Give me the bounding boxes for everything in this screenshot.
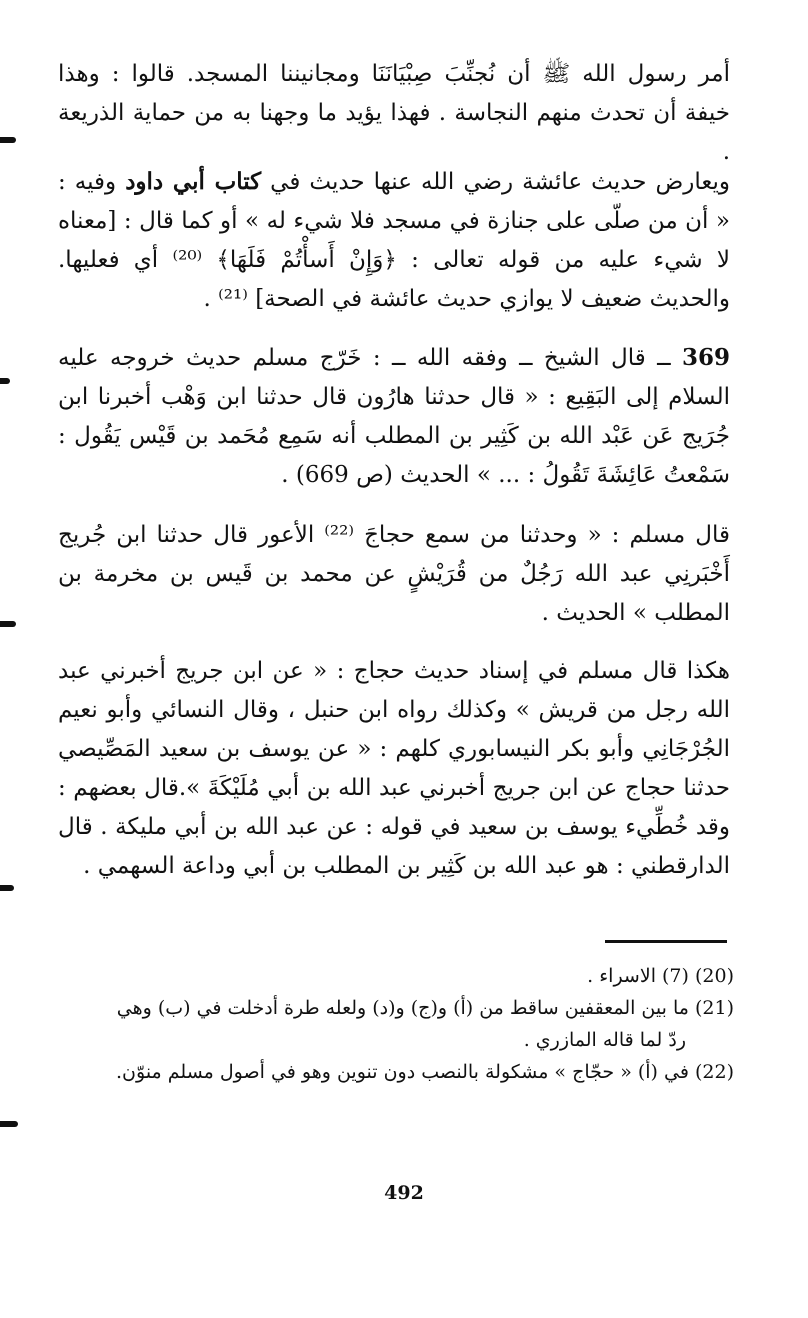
paragraph-4-text: قال مسلم : « وحدثنا من سمع حجاجَ ⁽²²⁾ الأعور قال حدثنا ابن جُريج أَخْبَرنِي عبد الله رَجُلٌ من قُرَيْشٍ عن محمد بن قَيس بن مخرمة بن المطلب » الحديث . <box>58 522 731 626</box>
footnote-21-continued: ردّ لما قاله المازري . <box>523 1029 686 1051</box>
paragraph-2-intro: ويعارض حديث عائشة رضي الله عنها حديث في <box>261 169 731 195</box>
edge-mark <box>0 137 16 143</box>
edge-mark <box>0 621 16 627</box>
edge-mark <box>0 1121 18 1127</box>
paragraph-3-text <box>58 338 730 495</box>
footnote-separator <box>605 940 727 943</box>
paragraph-4 <box>58 516 730 633</box>
footnote-21: (21) ما بين المعقفين ساقط من (أ) و(ج) و(د) ولعله طرة أدخلت في (ب) وهي <box>116 997 734 1019</box>
paragraph-5-text: هكذا قال مسلم في إسناد حديث حجاج : « عن ابن جريج أخبرني عبد الله رجل من قريش » وكذلك رواه ابن حنبل ، وقال النسائي وأبو نعيم الجُرْجَانِي وأبو بكر النيسابوري كلهم : « عن يوسف بن سعيد المَصِّيصي حدثنا حجاج عن ابن جريج أخبرني عبد الله بن أبي مُلَيْكَةَ ».قال بعضهم : وقد خُطِّيء يوسف بن سعيد في قوله : عن عبد الله بن أبي مليكة . قال الدارقطني : هو عبد الله بن كَثِير بن المطلب بن أبي وداعة السهمي . <box>58 658 731 879</box>
paragraph-1-text: أمر رسول الله ﷺ أن نُجنِّبَ صِبْيَانَنَا ومجانيننا المسجد. قالوا : وهذا خيفة أن تحدث منهم النجاسة . فهذا يؤيد ما وجهنا به من حماية الذريعة . <box>58 61 730 165</box>
edge-mark <box>0 378 10 384</box>
book-title: كتاب أبي داود <box>125 168 262 195</box>
section-number: 369 <box>681 344 730 371</box>
paragraph-3-body: ــ قال الشيخ ــ وفقه الله ــ : خَرّج مسلم حديث خروجه عليه السلام إلى البَقِيع : « قال حدثنا هارُون قال حدثنا ابن وَهْب أخبرنا ابن جُرَيج عَن عَبْد الله بن كَثِير بن المطلب أنه سَمِع مُحَمد بن قَيْس يَقُول : سَمْعتُ عَائِشَةَ تَقُولُ : ... » الحديث (ص 669) . <box>58 345 730 488</box>
paragraph-3 <box>58 338 730 495</box>
paragraph-2-body: وفيه : « أن من صلّى على جنازة في مسجد فلا شيء له » أو كما قال : [معناه لا شيء عليه من قوله تعالى : ﴿وَإِنْ أَسأْتُمْ فَلَهَا﴾ ⁽²⁰⁾ أي فعليها. والحديث ضعيف لا يوازي حديث عائشة في الصحة] ⁽²¹⁾ . <box>58 169 730 312</box>
edge-mark <box>0 885 14 891</box>
paragraph-2-text <box>58 162 730 319</box>
footnote-22: (22) في (أ) « حجّاج » مشكولة بالنصب دون تنوين وهو في أصول مسلم منوّن. <box>116 1061 734 1083</box>
page-number: 492 <box>384 1182 424 1204</box>
footnotes <box>58 960 734 1088</box>
footnote-20: (20) (7) الاسراء . <box>587 965 734 987</box>
paragraph-2 <box>58 162 730 319</box>
paragraph-5 <box>58 652 730 886</box>
paragraph-1 <box>58 55 730 172</box>
